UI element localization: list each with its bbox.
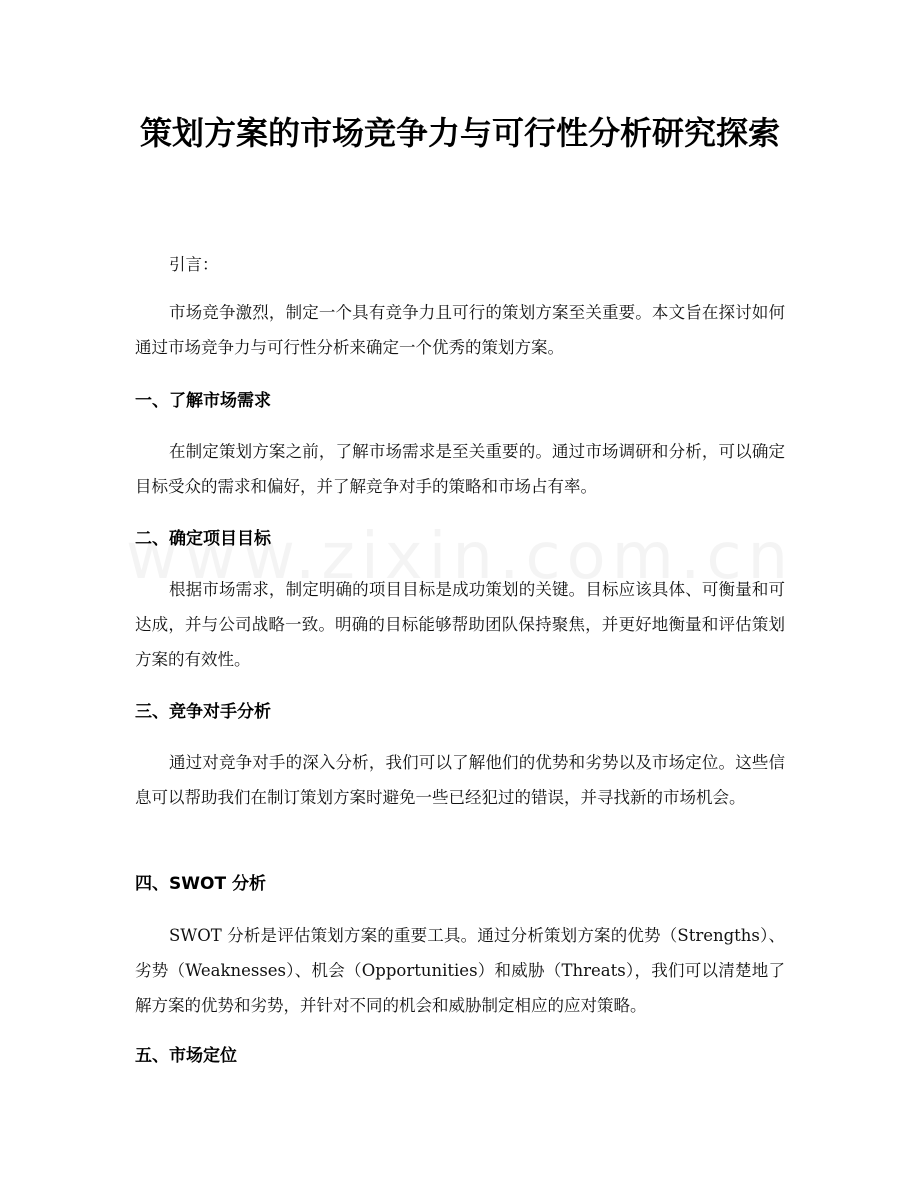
- section-heading-2: 二、确定项目目标: [135, 529, 271, 549]
- intro-paragraph: 市场竞争激烈，制定一个具有竞争力且可行的策划方案至关重要。本文旨在探讨如何通过市场竞争力与可行性分析来确定一个优秀的策划方案。: [135, 303, 785, 357]
- section-heading-5: 五、市场定位: [135, 1046, 237, 1066]
- section-heading-1: 一、了解市场需求: [135, 391, 271, 411]
- intro-label: 引言：: [169, 255, 219, 274]
- section-heading-3: 三、竞争对手分析: [135, 702, 271, 722]
- document-title: 策划方案的市场竞争力与可行性分析研究探索: [139, 114, 780, 152]
- section-paragraph-2: 根据市场需求，制定明确的项目目标是成功策划的关键。目标应该具体、可衡量和可达成，并与公司战略一致。明确的目标能够帮助团队保持聚焦，并更好地衡量和评估策划方案的有效性。: [135, 580, 785, 669]
- section-paragraph-1: 在制定策划方案之前，了解市场需求是至关重要的。通过市场调研和分析，可以确定目标受众的需求和偏好，并了解竞争对手的策略和市场占有率。: [135, 442, 785, 496]
- section-paragraph-3: 通过对竞争对手的深入分析，我们可以了解他们的优势和劣势以及市场定位。这些信息可以帮助我们在制订策划方案时避免一些已经犯过的错误，并寻找新的市场机会。: [135, 753, 785, 807]
- section-heading-4: 四、SWOT 分析: [135, 874, 266, 894]
- section-paragraph-4: SWOT 分析是评估策划方案的重要工具。通过分析策划方案的优势（Strengths）、劣势（Weaknesses）、机会（Opportunities）和威胁（Threats），我们可以清楚地了解方案的优势和劣势，并针对不同的机会和威胁制定相应的应对策略。: [135, 926, 785, 1015]
